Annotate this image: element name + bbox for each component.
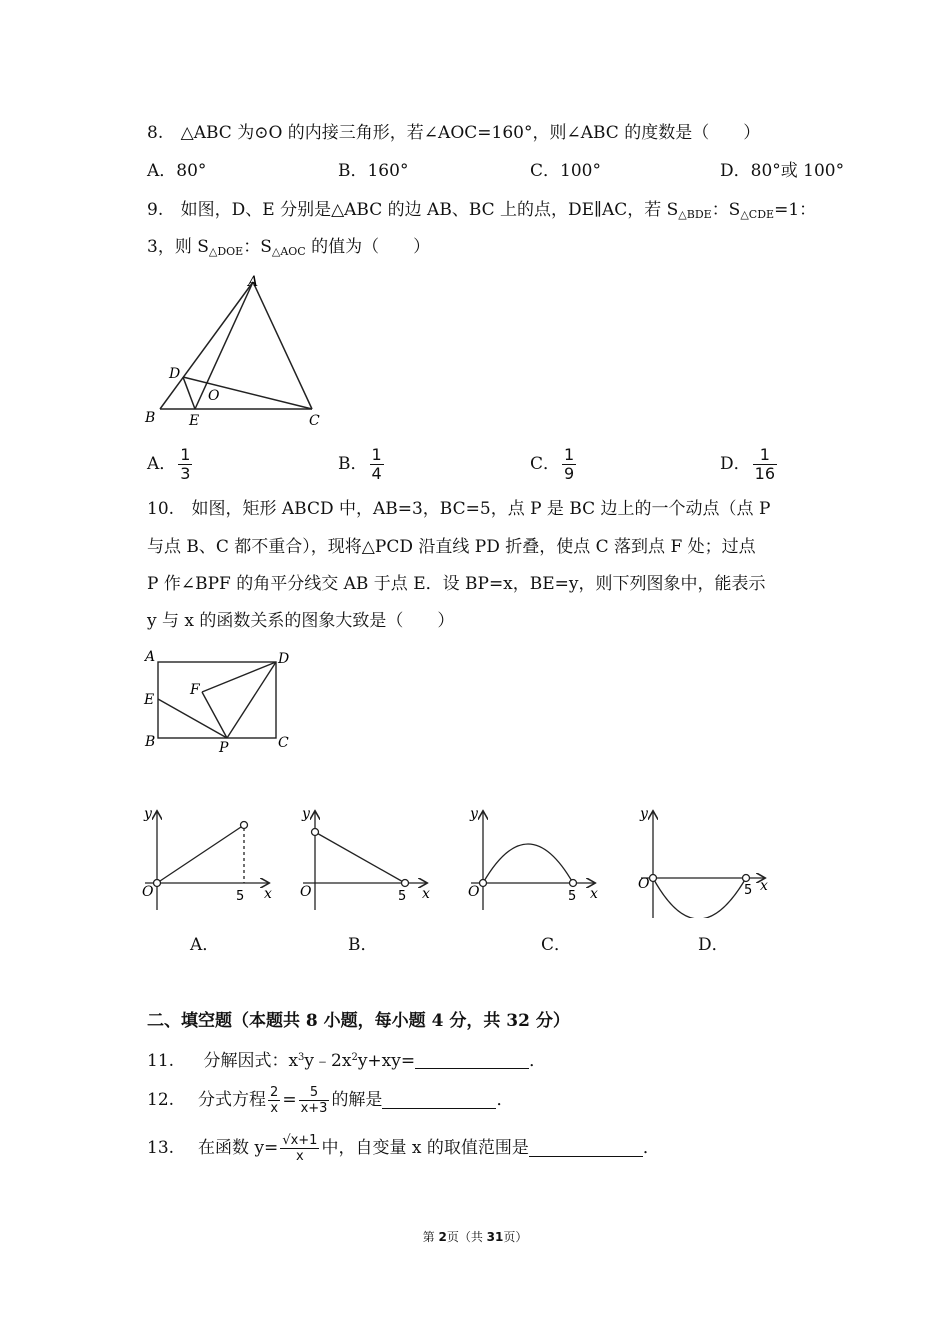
q9-text-a: 如图，D、E 分别是△ABC 的边 AB、BC 上的点，DE∥AC，若 S <box>180 200 679 220</box>
q10-graph-b-origin: O <box>300 884 312 900</box>
q9-option-d-letter: D． <box>720 454 751 474</box>
q9-option-b-letter: B． <box>338 454 368 474</box>
q9-text-d: 3，则 S <box>147 237 209 257</box>
q10-graph-d <box>636 800 776 918</box>
q9-option-a-den: 3 <box>180 464 191 483</box>
q11-sup-2: 2 <box>351 1052 358 1063</box>
q9-segment-de <box>183 377 195 409</box>
q10-stem-line1 <box>147 498 770 520</box>
q10-graph-b-line <box>315 832 405 883</box>
q9-stem-line1 <box>147 199 816 226</box>
q10-graph-c-x-label: x <box>590 886 598 902</box>
q10-graph-c-tick: 5 <box>568 889 577 904</box>
q10-graph-b-open-start <box>312 829 319 836</box>
q9-label-e: E <box>189 413 200 429</box>
q10-graph-a-tick: 5 <box>236 889 245 904</box>
q11-sup-3: 3 <box>298 1052 305 1063</box>
q9-option-b-num: 1 <box>371 445 382 464</box>
q10-rectangle-abcd <box>158 662 276 738</box>
q9-option-c-num: 1 <box>564 445 575 464</box>
q10-graph-b-x-label: x <box>422 886 430 902</box>
q12-number: 12. <box>147 1090 175 1110</box>
q8-option-b: B．160° <box>338 161 409 181</box>
q9-text-b: ：S <box>711 200 741 220</box>
q9-option-a <box>147 446 194 483</box>
q13-prefix: 在函数 y= <box>198 1138 279 1158</box>
footer-suffix: 页） <box>503 1230 528 1244</box>
q10-label-f: F <box>190 682 200 698</box>
q11-prefix: 分解因式：x <box>203 1051 299 1071</box>
q12-f2-den: x+3 <box>300 1100 328 1116</box>
q9-segment-ae <box>195 282 253 409</box>
q9-sub-cde: △CDE <box>740 208 775 221</box>
q9-option-c-letter: C． <box>530 454 561 474</box>
q10-graph-a-open-origin <box>154 880 161 887</box>
q12-fraction-2 <box>299 1085 330 1116</box>
q9-stem-line2 <box>147 236 430 263</box>
q10-graph-d-origin: O <box>638 876 650 892</box>
q10-stem-line2: 与点 B、C 都不重合），现将△PCD 沿直线 PD 折叠，使点 C 落到点 F 处；过点 <box>147 537 756 557</box>
q9-text-c: =1： <box>774 200 817 220</box>
page-footer <box>0 1228 950 1245</box>
q10-graph-d-open-origin <box>650 875 657 882</box>
q10-graph-b-y-label: y <box>302 806 310 822</box>
q9-option-b-den: 4 <box>371 464 382 483</box>
q11-answer-blank[interactable] <box>415 1052 529 1069</box>
q9-label-o: O <box>208 388 220 404</box>
q10-graph-d-curve <box>653 878 746 918</box>
q10-graph-c-origin: O <box>468 884 480 900</box>
q9-option-c-fraction <box>562 446 576 483</box>
q12-equals: = <box>282 1090 297 1110</box>
footer-page-number: 2 <box>438 1230 447 1244</box>
q10-graph-b <box>298 800 438 910</box>
q9-option-a-letter: A． <box>147 454 177 474</box>
q11-end: ． <box>529 1051 547 1071</box>
q10-rectangle-figure <box>140 645 300 760</box>
q9-sub-doe: △DOE <box>208 245 244 258</box>
q10-graph-d-open-end <box>743 875 750 882</box>
q9-label-c: C <box>309 413 320 429</box>
q13-suffix: 中，自变量 x 的取值范围是 <box>321 1138 529 1158</box>
q10-graph-b-open-end <box>402 880 409 887</box>
q12-line <box>147 1080 513 1120</box>
q13-end: ． <box>642 1138 660 1158</box>
q9-option-a-num: 1 <box>180 445 191 464</box>
q10-stem-line3: P 作∠BPF 的角平分线交 AB 于点 E．设 BP=x，BE=y，则下列图象中，能表示 <box>147 574 766 594</box>
q10-graph-c-open-origin <box>480 880 487 887</box>
q13-number: 13. <box>147 1138 175 1158</box>
q12-answer-blank[interactable] <box>382 1092 496 1109</box>
q10-graph-d-y-label: y <box>640 806 648 822</box>
q12-fraction-1 <box>268 1085 280 1116</box>
q9-option-b <box>338 446 386 483</box>
q8-option-c: C．100° <box>530 161 601 181</box>
footer-prefix: 第 <box>422 1230 439 1244</box>
q9-triangle-figure <box>140 272 340 432</box>
q10-graph-a-open-end <box>241 822 248 829</box>
q13-line <box>147 1126 660 1170</box>
q9-number: 9. <box>147 200 164 220</box>
q9-option-a-fraction <box>178 446 192 483</box>
q9-option-b-fraction <box>370 446 384 483</box>
q9-segment-ac <box>253 282 312 409</box>
q10-segment-fd <box>202 662 276 692</box>
q10-graph-c-label: C． <box>541 935 572 955</box>
q10-label-p: P <box>219 740 229 756</box>
q13-answer-blank[interactable] <box>529 1140 643 1157</box>
q9-sub-aoc: △AOC <box>271 245 306 258</box>
q12-end: ． <box>496 1090 514 1110</box>
q9-label-b: B <box>145 410 156 426</box>
q10-label-c: C <box>278 735 289 751</box>
q13-denominator: x <box>296 1148 304 1164</box>
q10-graph-a-label: A． <box>190 935 220 955</box>
q12-f1-num: 2 <box>270 1084 279 1100</box>
q9-label-d: D <box>169 366 181 382</box>
q11-number: 11. <box>147 1051 175 1071</box>
q10-graph-c <box>466 800 606 910</box>
q12-suffix: 的解是 <box>331 1090 383 1110</box>
q9-sub-bde: △BDE <box>678 208 712 221</box>
q11-line <box>147 1047 546 1072</box>
q9-option-c <box>530 446 578 483</box>
q10-graph-b-tick: 5 <box>398 889 407 904</box>
q8-stem <box>147 122 760 144</box>
q10-graph-d-tick: 5 <box>744 883 753 898</box>
q9-option-d <box>720 446 779 483</box>
q10-graph-b-label: B． <box>348 935 378 955</box>
q10-label-d: D <box>278 651 290 667</box>
section-2-title: 二、填空题（本题共 8 小题，每小题 4 分，共 32 分） <box>147 1011 570 1031</box>
q9-option-d-fraction <box>753 446 777 483</box>
q11-mid2: y+xy= <box>357 1051 416 1071</box>
q9-text-e: ：S <box>243 237 272 257</box>
q12-prefix: 分式方程 <box>198 1090 267 1110</box>
q9-option-d-num: 1 <box>753 446 777 465</box>
q9-option-d-den: 16 <box>754 464 775 483</box>
q12-f2-num: 5 <box>299 1085 330 1101</box>
q10-number: 10. <box>147 499 175 519</box>
q10-label-b: B <box>145 734 156 750</box>
q9-option-c-den: 9 <box>564 464 575 483</box>
q10-label-a: A <box>145 649 156 665</box>
q13-fraction <box>280 1133 319 1164</box>
q12-f1-den: x <box>270 1100 279 1116</box>
q10-graph-c-curve <box>483 844 573 883</box>
footer-middle: 页（共 <box>446 1230 487 1244</box>
q10-graph-c-y-label: y <box>470 806 478 822</box>
q10-graph-a-origin: O <box>142 884 154 900</box>
q9-text-f: 的值为（ ） <box>305 237 431 257</box>
q10-label-e: E <box>144 692 155 708</box>
q10-stem-line4: y 与 x 的函数关系的图象大致是（ ） <box>147 611 455 631</box>
q10-segment-pd <box>227 662 276 738</box>
q10-graph-c-open-end <box>570 880 577 887</box>
q8-option-d: D．80°或 100° <box>720 161 845 181</box>
footer-total-pages: 31 <box>486 1230 504 1244</box>
q8-text: △ABC 为⊙O 的内接三角形，若∠AOC=160°，则∠ABC 的度数是（ ） <box>180 123 761 143</box>
q10-text-1: 如图，矩形 ABCD 中，AB=3，BC=5，点 P 是 BC 边上的一个动点（点 P <box>191 499 771 519</box>
q10-graph-d-label: D． <box>698 935 729 955</box>
q10-graph-a-y-label: y <box>144 806 152 822</box>
q10-graph-d-x-label: x <box>760 878 768 894</box>
q9-segment-ab <box>160 282 253 409</box>
q13-sqrt-numerator: √x+1 <box>282 1132 318 1148</box>
q8-option-a: A．80° <box>147 161 207 181</box>
q9-label-a: A <box>248 274 259 290</box>
q10-graph-a-line <box>157 825 244 883</box>
q10-graph-a <box>140 800 280 910</box>
q8-number: 8. <box>147 123 164 143</box>
q11-mid1: y﹣2x <box>304 1051 352 1071</box>
q10-graph-a-x-label: x <box>264 886 272 902</box>
